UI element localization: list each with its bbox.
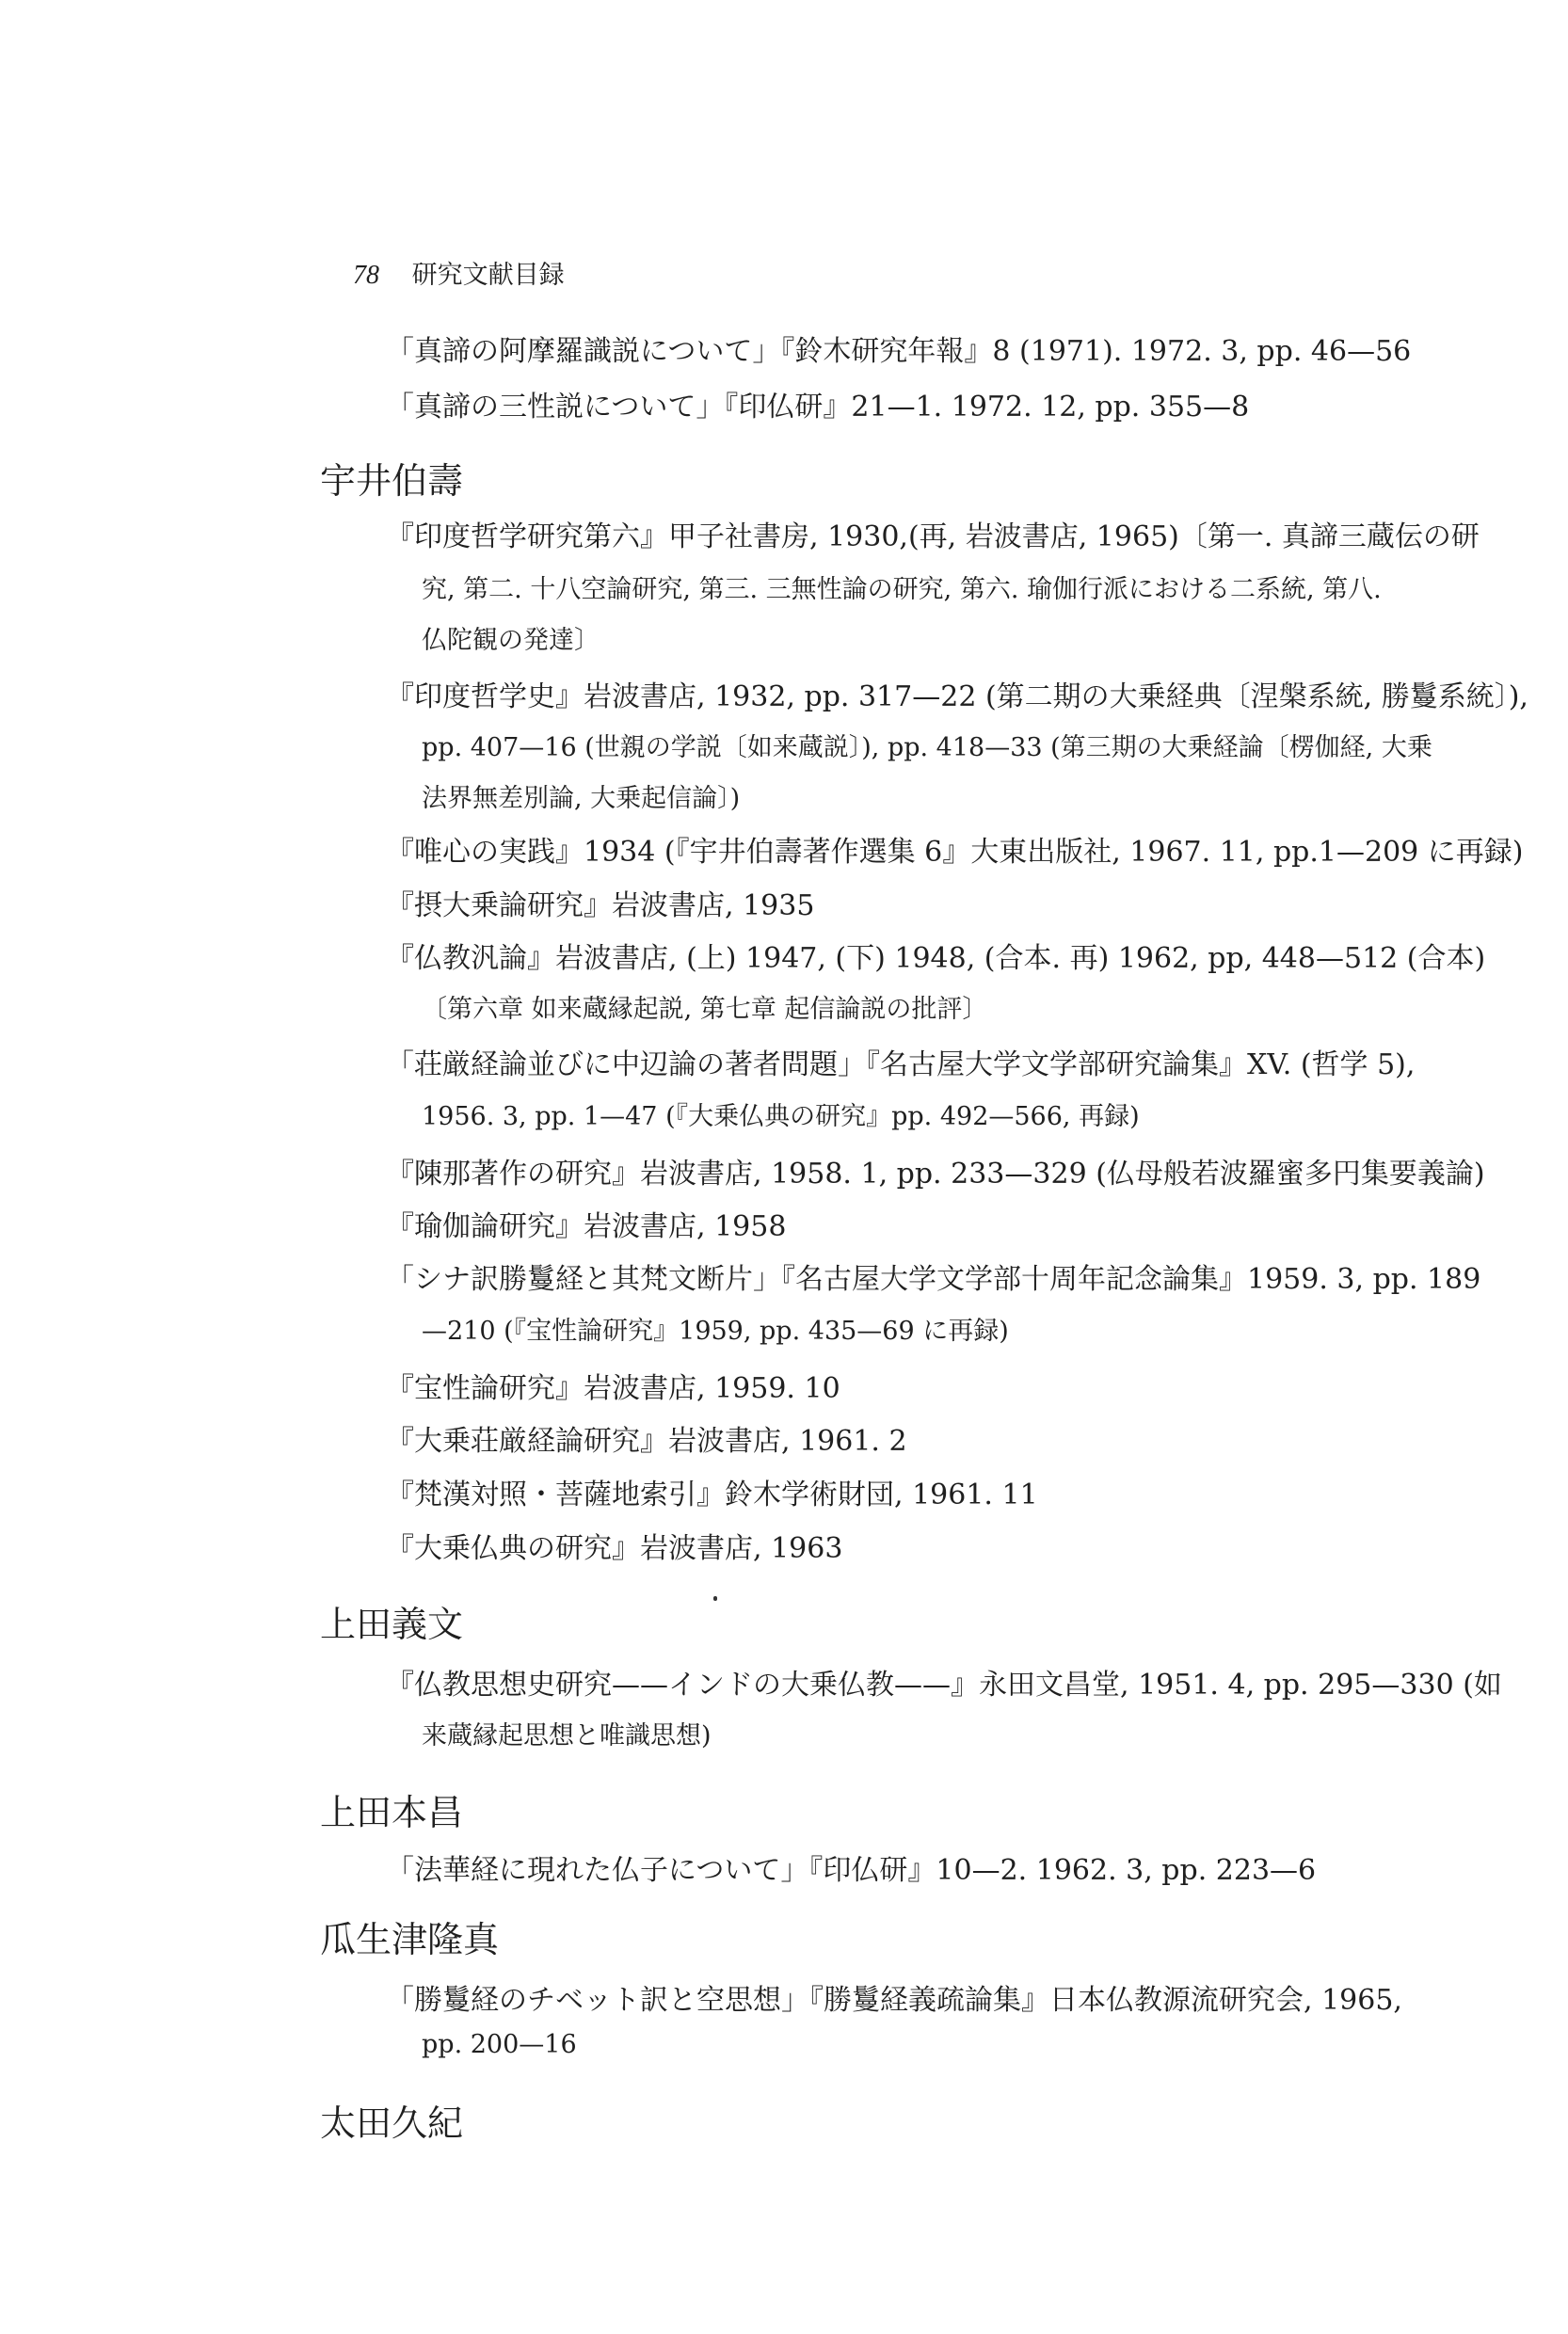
entry-continuation: 1956. 3, pp. 1—47 (『大乗仏典の研究』pp. 492—566, 再録) xyxy=(422,1102,1140,1131)
entry-continuation: 仏陀観の発達〕 xyxy=(422,626,600,655)
entry-continuation: 究, 第二. 十八空論研究, 第三. 三無性論の研究, 第六. 瑜伽行派における二系統, 第八. xyxy=(422,575,1382,604)
bibliography-entry: 『仏教汎論』岩波書店, (上) 1947, (下) 1948, (合本. 再) 1962, pp, 448—512 (合本) xyxy=(386,942,1486,975)
entry-continuation: pp. 200—16 xyxy=(422,2030,577,2059)
entry-continuation: pp. 407—16 (世親の学説〔如来蔵説〕), pp. 418—33 (第三期の大乗経論〔楞伽経, 大乗 xyxy=(422,733,1432,762)
print-speck xyxy=(713,1596,717,1601)
bibliography-entry: 『大乗仏典の研究』岩波書店, 1963 xyxy=(386,1532,843,1565)
bibliography-entry: 『印度哲学研究第六』甲子社書房, 1930,(再, 岩波書店, 1965)〔第一. 真諦三蔵伝の研 xyxy=(386,520,1480,553)
bibliography-entry: 「真諦の阿摩羅識説について」『鈴木研究年報』8 (1971). 1972. 3, pp. 46—56 xyxy=(386,335,1412,368)
bibliography-entry: 「荘厳経論並びに中辺論の著者問題」『名古屋大学文学部研究論集』XV. (哲学 5), xyxy=(386,1048,1416,1081)
bibliography-entry: 「勝鬘経のチベット訳と空思想」『勝鬘経義疏論集』日本仏教源流研究会, 1965, xyxy=(386,1984,1402,2017)
bibliography-entry: 『印度哲学史』岩波書店, 1932, pp. 317—22 (第二期の大乗経典〔涅槃系統, 勝鬘系統〕), xyxy=(386,680,1528,713)
author-heading: 宇井伯壽 xyxy=(320,460,464,502)
author-heading: 瓜生津隆真 xyxy=(320,1919,500,1960)
entry-continuation: 来蔵縁起思想と唯識思想) xyxy=(422,1721,712,1750)
author-heading: 上田義文 xyxy=(320,1604,464,1645)
bibliography-entry: 『唯心の実践』1934 (『宇井伯壽著作選集 6』大東出版社, 1967. 11, pp.1—209 に再録) xyxy=(386,836,1524,869)
bibliography-entry: 『仏教思想史研究——インドの大乗仏教——』永田文昌堂, 1951. 4, pp. 295—330 (如 xyxy=(386,1669,1502,1702)
page-number: 78 xyxy=(353,261,379,290)
entry-continuation: 〔第六章 如来蔵縁起説, 第七章 起信論説の批評〕 xyxy=(422,995,988,1024)
page-header xyxy=(353,254,565,291)
bibliography-entry: 『大乗荘厳経論研究』岩波書店, 1961. 2 xyxy=(386,1425,907,1458)
author-heading: 太田久紀 xyxy=(320,2102,464,2144)
bibliography-entry: 「法華経に現れた仏子について」『印仏研』10—2. 1962. 3, pp. 223—6 xyxy=(386,1854,1317,1887)
running-title: 研究文献目録 xyxy=(411,261,565,290)
bibliography-entry: 『宝性論研究』岩波書店, 1959. 10 xyxy=(386,1372,840,1405)
bibliography-entry: 「シナ訳勝鬘経と其梵文断片」『名古屋大学文学部十周年記念論集』1959. 3, pp. 189 xyxy=(386,1263,1481,1296)
entry-continuation: 法界無差別論, 大乗起信論〕) xyxy=(422,784,741,813)
bibliography-entry: 『瑜伽論研究』岩波書店, 1958 xyxy=(386,1210,787,1243)
bibliography-entry: 「真諦の三性説について」『印仏研』21—1. 1972. 12, pp. 355—8 xyxy=(386,391,1250,424)
bibliography-entry: 『摂大乗論研究』岩波書店, 1935 xyxy=(386,889,815,922)
author-heading: 上田本昌 xyxy=(320,1792,464,1833)
bibliography-entry: 『陳那著作の研究』岩波書店, 1958. 1, pp. 233—329 (仏母般若波羅蜜多円集要義論) xyxy=(386,1158,1485,1191)
bibliography-entry: 『梵漢対照・菩薩地索引』鈴木学術財団, 1961. 11 xyxy=(386,1479,1038,1511)
entry-continuation: —210 (『宝性論研究』1959, pp. 435—69 に再録) xyxy=(422,1317,1009,1346)
